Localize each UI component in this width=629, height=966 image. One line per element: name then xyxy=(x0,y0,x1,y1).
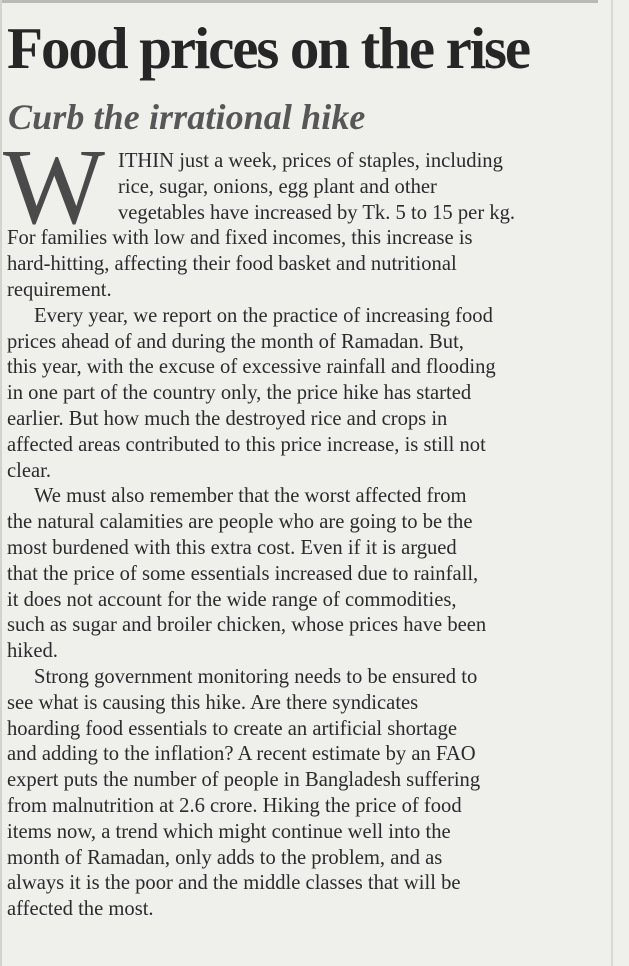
body-line: For families with low and fixed incomes, this increase is xyxy=(7,227,473,250)
body-line: from malnutrition at 2.6 crore. Hiking the price of food xyxy=(7,794,462,817)
top-border-rule xyxy=(0,0,598,3)
headline: Food prices on the rise xyxy=(7,15,529,81)
body-line: ITHIN just a week, prices of staples, including xyxy=(118,150,503,172)
body-line: always it is the poor and the middle classes that will be xyxy=(7,872,461,895)
left-border-rule xyxy=(0,0,2,966)
body-line: We must also remember that the worst affected from xyxy=(34,485,467,508)
body-line: clear. xyxy=(7,459,52,482)
body-line: expert puts the number of people in Bangladesh suffering xyxy=(7,769,481,792)
subheadline: Curb the irrational hike xyxy=(8,97,366,137)
paragraph-1 xyxy=(7,149,603,304)
body-line: prices ahead of and during the month of Ramadan. But, xyxy=(7,330,464,353)
body-line: affected the most. xyxy=(7,898,154,921)
body-line: rice, sugar, onions, egg plant and other xyxy=(118,175,437,198)
body-line: most burdened with this extra cost. Even if it is argued xyxy=(7,536,457,559)
article-body xyxy=(7,149,603,923)
drop-cap: W xyxy=(3,128,105,247)
body-line: hiked. xyxy=(7,640,58,663)
body-line: affected areas contributed to this price increase, is still not xyxy=(7,433,486,456)
body-line: items now, a trend which might continue well into the xyxy=(7,820,451,843)
body-line: Strong government monitoring needs to be ensured to xyxy=(34,665,478,688)
body-line: it does not account for the wide range of commodities, xyxy=(7,588,457,611)
body-line: earlier. But how much the destroyed rice and crops in xyxy=(7,407,448,430)
body-line: the natural calamities are people who are going to be the xyxy=(7,511,473,534)
body-line: Every year, we report on the practice of increasing food xyxy=(34,304,493,327)
body-line: such as sugar and broiler chicken, whose prices have been xyxy=(7,614,487,637)
body-line: and adding to the inflation? A recent estimate by an FAO xyxy=(7,743,476,766)
body-line: in one part of the country only, the price hike has started xyxy=(7,382,472,405)
right-column-rule xyxy=(611,0,613,966)
body-line: hard-hitting, affecting their food basket and nutritional xyxy=(7,253,457,276)
body-line: see what is causing this hike. Are there syndicates xyxy=(7,691,419,714)
body-line: vegetables have increased by Tk. 5 to 15 per kg. xyxy=(118,201,516,224)
body-line: this year, with the excuse of excessive rainfall and flooding xyxy=(7,356,496,379)
paragraph-3 xyxy=(7,484,603,665)
paragraph-2 xyxy=(7,304,603,485)
body-line: month of Ramadan, only adds to the problem, and as xyxy=(7,846,443,869)
paragraph-4 xyxy=(7,665,603,923)
body-line: that the price of some essentials increased due to rainfall, xyxy=(7,562,479,585)
body-line: requirement. xyxy=(7,278,112,301)
body-line: hoarding food essentials to create an artificial shortage xyxy=(7,717,458,740)
